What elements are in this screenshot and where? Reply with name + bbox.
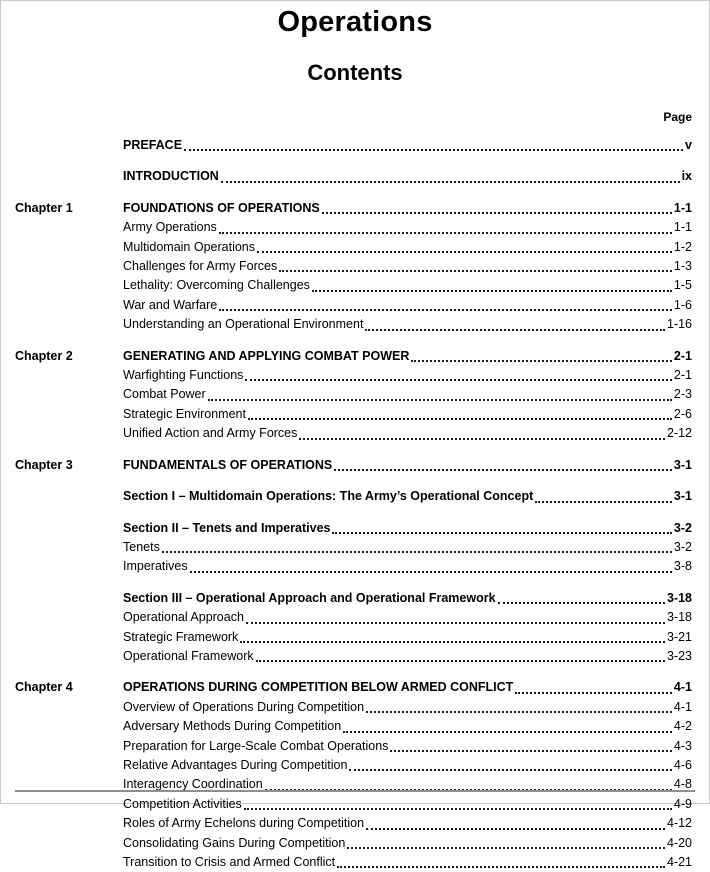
- chapter-label: [15, 608, 123, 627]
- dot-leader: [184, 149, 683, 151]
- entry-title: Section I – Multidomain Operations: The Army’s Operational Concept: [123, 489, 534, 504]
- toc-entry: [15, 167, 692, 186]
- entry-title: Strategic Environment: [123, 406, 246, 421]
- chapter-label: [15, 296, 123, 315]
- chapter-label: [15, 405, 123, 424]
- dot-leader: [162, 551, 672, 553]
- chapter-label: [15, 238, 123, 257]
- dot-leader: [515, 692, 672, 694]
- entry-title: Consolidating Gains During Competition: [123, 835, 346, 850]
- entry-title: FUNDAMENTALS OF OPERATIONS: [123, 457, 333, 472]
- chapter-label: [15, 167, 123, 186]
- entry-page: 1-5: [673, 278, 692, 293]
- dot-leader: [245, 379, 671, 381]
- entry-page: 4-20: [666, 835, 692, 850]
- entry: [123, 737, 692, 756]
- entry: [123, 276, 692, 295]
- entry-title: Section III – Operational Approach and Operational Framework: [123, 590, 496, 605]
- toc-entry: [15, 366, 692, 385]
- entry-page: 2-1: [673, 368, 692, 383]
- toc-entry: [15, 698, 692, 717]
- chapter-label: Chapter 1: [15, 200, 73, 215]
- entry-title: PREFACE: [123, 138, 183, 152]
- chapter-label: [15, 756, 123, 775]
- entry: [123, 608, 692, 627]
- dot-leader: [190, 571, 672, 573]
- dot-leader: [347, 847, 665, 849]
- entry: [123, 136, 692, 155]
- entry-page: 2-1: [673, 348, 692, 363]
- entry-title: FOUNDATIONS OF OPERATIONS: [123, 200, 320, 215]
- dot-leader: [535, 501, 672, 503]
- entry: [123, 424, 692, 443]
- chapter-label: [15, 647, 123, 666]
- entry-page: v: [685, 138, 692, 152]
- entry-page: 4-6: [673, 757, 692, 772]
- entry: [123, 589, 692, 608]
- entry: [123, 795, 692, 814]
- dot-leader: [343, 731, 672, 733]
- chapter-label: [15, 698, 123, 717]
- entry: [123, 315, 692, 334]
- entry-page: 4-1: [673, 680, 692, 695]
- entry-title: Unified Action and Army Forces: [123, 426, 298, 441]
- entry-title: Lethality: Overcoming Challenges: [123, 278, 310, 293]
- chapter-label: [15, 814, 123, 833]
- entry-title: OPERATIONS DURING COMPETITION BELOW ARMED CONFLICT: [123, 680, 514, 695]
- toc-entry: [15, 647, 692, 666]
- chapter-label: [15, 385, 123, 404]
- entry: [123, 238, 692, 257]
- entry: [123, 853, 692, 872]
- chapter-label: [15, 257, 123, 276]
- chapter-label: [15, 424, 123, 443]
- entry-title: GENERATING AND APPLYING COMBAT POWER: [123, 348, 410, 363]
- toc-entry: [15, 347, 692, 366]
- chapter-label: Chapter 3: [15, 457, 73, 472]
- entry-title: Warfighting Functions: [123, 368, 244, 383]
- entry-title: Interagency Coordination: [123, 777, 263, 792]
- dot-leader: [366, 711, 672, 713]
- entry-page: 1-16: [666, 317, 692, 332]
- entry: [123, 519, 692, 538]
- dot-leader: [219, 309, 672, 311]
- entry: [123, 698, 692, 717]
- dot-leader: [279, 270, 672, 272]
- toc-entry: [15, 678, 692, 697]
- entry: [123, 717, 692, 736]
- entry: [123, 678, 692, 697]
- chapter-label: [15, 717, 123, 736]
- entry-title: Relative Advantages During Competition: [123, 757, 348, 772]
- dot-leader: [337, 866, 665, 868]
- dot-leader: [365, 329, 665, 331]
- toc-entry: [15, 814, 692, 833]
- dot-leader: [256, 660, 665, 662]
- chapter-label: [15, 589, 123, 608]
- contents-heading: Contents: [307, 60, 403, 85]
- chapter-label: [15, 487, 123, 506]
- toc-entry: [15, 608, 692, 627]
- entry: [123, 538, 692, 557]
- entry-page: 3-1: [673, 489, 692, 504]
- entry-title: Competition Activities: [123, 796, 242, 811]
- toc-entry: [15, 834, 692, 853]
- toc-entry: [15, 424, 692, 443]
- entry-page: 3-18: [666, 590, 692, 605]
- toc-entry: [15, 756, 692, 775]
- entry-page: 3-8: [673, 559, 692, 574]
- toc-entry: [15, 136, 692, 155]
- toc-entry: [15, 238, 692, 257]
- dot-leader: [390, 750, 672, 752]
- toc-entry: [15, 199, 692, 218]
- entry-page: 3-2: [673, 520, 692, 535]
- entry-page: 4-9: [673, 796, 692, 811]
- toc-entry: [15, 628, 692, 647]
- dot-leader: [332, 532, 671, 534]
- toc-entry: [15, 276, 692, 295]
- entry-page: 3-18: [666, 610, 692, 625]
- entry-title: Operational Approach: [123, 610, 244, 625]
- dot-leader: [349, 769, 671, 771]
- entry-page: ix: [681, 169, 692, 184]
- entry: [123, 296, 692, 315]
- entry-page: 3-1: [673, 457, 692, 472]
- entry-page: 3-21: [666, 629, 692, 644]
- toc-entry: [15, 737, 692, 756]
- entry: [123, 814, 692, 833]
- entry: [123, 487, 692, 506]
- page-title: Operations: [277, 6, 433, 38]
- chapter-label: [15, 538, 123, 557]
- chapter-label: [15, 276, 123, 295]
- entry-title: INTRODUCTION: [123, 169, 219, 184]
- entry-title: Preparation for Large-Scale Combat Operations: [123, 738, 389, 753]
- dot-leader: [248, 418, 672, 420]
- footer-divider: [15, 790, 695, 792]
- toc-entry: [15, 296, 692, 315]
- chapter-label: [15, 795, 123, 814]
- entry: [123, 628, 692, 647]
- entry-page: 4-12: [666, 816, 692, 831]
- dot-leader: [208, 399, 672, 401]
- entry-page: 2-12: [666, 426, 692, 441]
- dot-leader: [312, 290, 672, 292]
- dot-leader: [246, 622, 665, 624]
- toc-entry: [15, 218, 692, 237]
- toc-entry: [15, 487, 692, 506]
- toc-entry: [15, 456, 692, 475]
- chapter-label: [15, 366, 123, 385]
- entry: [123, 199, 692, 218]
- entry: [123, 366, 692, 385]
- entry-page: 4-8: [673, 777, 692, 792]
- entry-title: Overview of Operations During Competition: [123, 699, 365, 714]
- entry: [123, 456, 692, 475]
- entry-page: 2-3: [673, 387, 692, 402]
- entry-title: Roles of Army Echelons during Competition: [123, 816, 365, 831]
- entry: [123, 167, 692, 186]
- entry-title: Challenges for Army Forces: [123, 259, 278, 274]
- dot-leader: [322, 212, 672, 214]
- toc-entry: [15, 519, 692, 538]
- dot-leader: [366, 828, 665, 830]
- toc-entry: [15, 795, 692, 814]
- dot-leader: [257, 251, 672, 253]
- chapter-label: [15, 136, 123, 155]
- toc-entry: [15, 717, 692, 736]
- entry-page: 4-3: [673, 738, 692, 753]
- entry: [123, 834, 692, 853]
- entry-title: Tenets: [123, 539, 160, 554]
- dot-leader: [411, 360, 672, 362]
- entry-title: Operational Framework: [123, 648, 254, 663]
- entry-page: 3-23: [666, 648, 692, 663]
- toc-entry: [15, 589, 692, 608]
- dot-leader: [240, 641, 665, 643]
- chapter-label: [15, 218, 123, 237]
- entry-page: 1-6: [673, 297, 692, 312]
- entry-title: Adversary Methods During Competition: [123, 719, 342, 734]
- entry-title: War and Warfare: [123, 297, 218, 312]
- dot-leader: [299, 438, 665, 440]
- toc-entry: [15, 315, 692, 334]
- entry: [123, 756, 692, 775]
- dot-leader: [221, 181, 680, 183]
- toc-entry: [15, 385, 692, 404]
- entry-page: 2-6: [673, 406, 692, 421]
- entry-title: Transition to Crisis and Armed Conflict: [123, 855, 336, 869]
- chapter-label: Chapter 2: [15, 348, 73, 363]
- entry-title: Combat Power: [123, 387, 206, 402]
- entry: [123, 405, 692, 424]
- entry-page: 1-3: [673, 259, 692, 274]
- entry-title: Section II – Tenets and Imperatives: [123, 520, 331, 535]
- entry: [123, 385, 692, 404]
- entry: [123, 647, 692, 666]
- entry-page: 3-2: [673, 539, 692, 554]
- entry-page: 1-1: [673, 200, 692, 215]
- entry: [123, 218, 692, 237]
- entry: [123, 557, 692, 576]
- toc-entry: [15, 853, 692, 872]
- entry: [123, 257, 692, 276]
- entry-title: Understanding an Operational Environment: [123, 317, 364, 332]
- toc-entry: [15, 257, 692, 276]
- entry-title: Strategic Framework: [123, 629, 239, 644]
- entry-page: 4-1: [673, 699, 692, 714]
- toc-list: [15, 136, 692, 872]
- page-column-label: Page: [663, 110, 692, 124]
- toc-entry: [15, 405, 692, 424]
- entry-title: Imperatives: [123, 559, 188, 574]
- chapter-label: [15, 519, 123, 538]
- entry-page: 1-1: [673, 220, 692, 235]
- chapter-label: [15, 628, 123, 647]
- entry-page: 1-2: [673, 239, 692, 254]
- chapter-label: [15, 557, 123, 576]
- entry-page: 4-21: [666, 855, 692, 869]
- entry-page: 4-2: [673, 719, 692, 734]
- chapter-label: [15, 315, 123, 334]
- chapter-label: [15, 853, 123, 872]
- chapter-label: [15, 834, 123, 853]
- dot-leader: [219, 232, 672, 234]
- toc-entry: [15, 538, 692, 557]
- chapter-label: Chapter 4: [15, 680, 73, 695]
- toc-entry: [15, 557, 692, 576]
- dot-leader: [498, 602, 665, 604]
- chapter-label: [15, 737, 123, 756]
- entry: [123, 347, 692, 366]
- dot-leader: [244, 808, 672, 810]
- dot-leader: [334, 469, 672, 471]
- entry-title: Army Operations: [123, 220, 217, 235]
- entry-title: Multidomain Operations: [123, 239, 256, 254]
